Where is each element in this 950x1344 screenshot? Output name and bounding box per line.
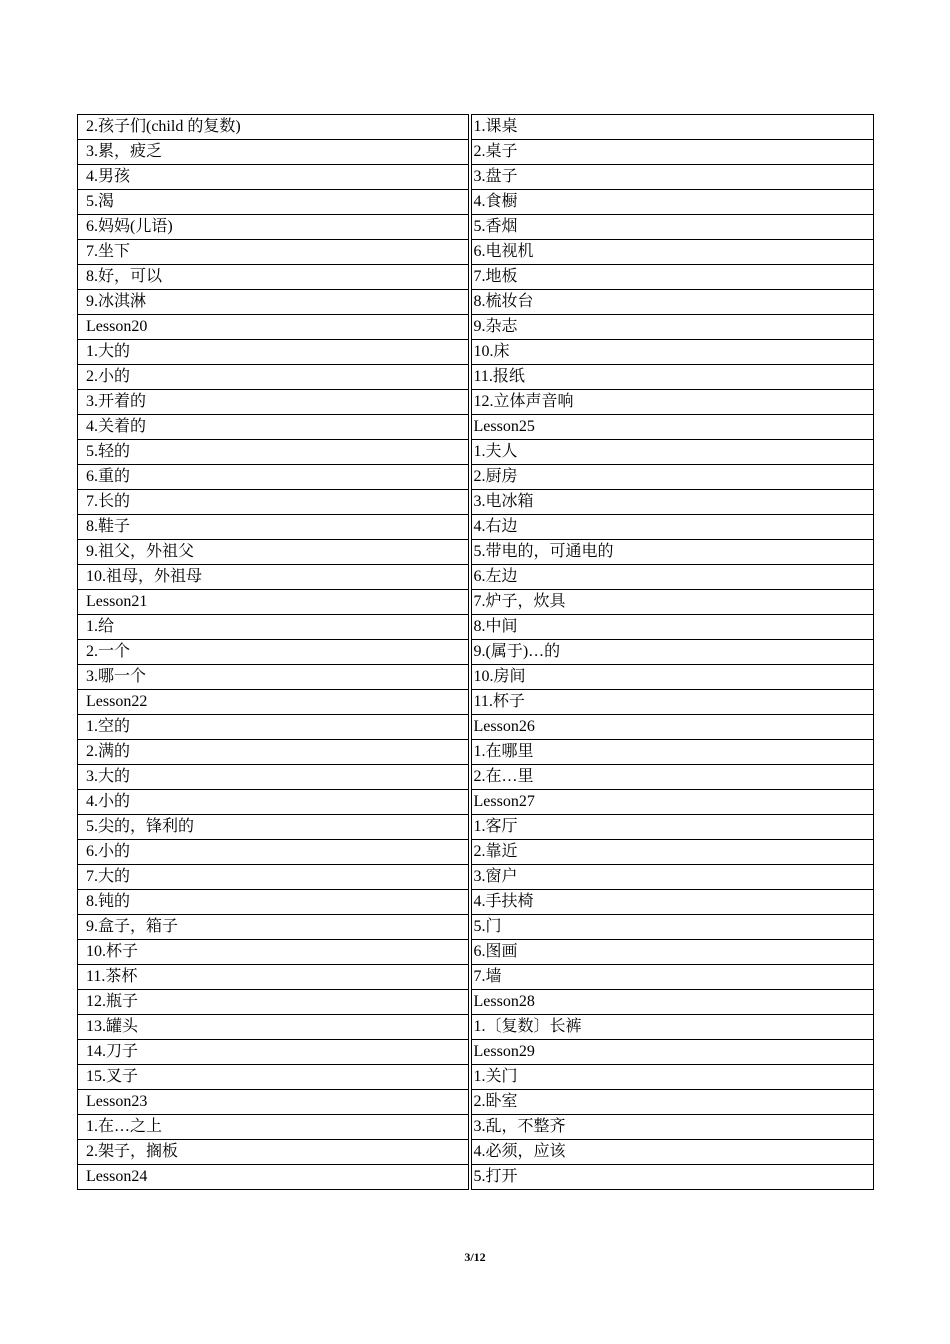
left-cell: 7.长的 [78, 490, 470, 515]
table-row [78, 465, 874, 490]
table-row [78, 865, 874, 890]
table-row [78, 140, 874, 165]
table-row [78, 940, 874, 965]
table-row [78, 990, 874, 1015]
table-row [78, 265, 874, 290]
left-cell: 2.孩子们(child 的复数) [78, 115, 470, 140]
right-cell: 1.课桌 [470, 115, 874, 140]
right-cell: 7.墙 [470, 965, 874, 990]
table-row [78, 715, 874, 740]
table-row [78, 290, 874, 315]
left-cell: 8.鞋子 [78, 515, 470, 540]
right-cell: 8.梳妆台 [470, 290, 874, 315]
left-cell: 7.大的 [78, 865, 470, 890]
table-row [78, 1090, 874, 1115]
right-cell: 7.炉子，炊具 [470, 590, 874, 615]
left-cell: Lesson20 [78, 315, 470, 340]
left-cell: 5.渴 [78, 190, 470, 215]
left-cell: 3.大的 [78, 765, 470, 790]
right-cell: Lesson27 [470, 790, 874, 815]
table-row [78, 890, 874, 915]
left-cell: 13.罐头 [78, 1015, 470, 1040]
left-cell: 14.刀子 [78, 1040, 470, 1065]
table-row [78, 340, 874, 365]
right-cell: 10.房间 [470, 665, 874, 690]
table-row [78, 1115, 874, 1140]
left-cell: 6.重的 [78, 465, 470, 490]
right-cell: 3.窗户 [470, 865, 874, 890]
table-row [78, 1165, 874, 1190]
table-row [78, 190, 874, 215]
right-cell: 1.关门 [470, 1065, 874, 1090]
right-cell: Lesson26 [470, 715, 874, 740]
right-cell: 3.盘子 [470, 165, 874, 190]
table-row [78, 840, 874, 865]
left-cell: 2.小的 [78, 365, 470, 390]
table-row [78, 240, 874, 265]
table-row [78, 915, 874, 940]
vocabulary-table [77, 114, 874, 1190]
left-cell: 9.盒子，箱子 [78, 915, 470, 940]
left-cell: 4.男孩 [78, 165, 470, 190]
table-row [78, 390, 874, 415]
table-row [78, 1065, 874, 1090]
left-cell: 4.小的 [78, 790, 470, 815]
right-cell: 4.食橱 [470, 190, 874, 215]
table-row [78, 1140, 874, 1165]
left-cell: 12.瓶子 [78, 990, 470, 1015]
table-row [78, 640, 874, 665]
left-cell: 2.满的 [78, 740, 470, 765]
right-cell: 2.卧室 [470, 1090, 874, 1115]
left-cell: 8.好，可以 [78, 265, 470, 290]
right-cell: 8.中间 [470, 615, 874, 640]
table-row [78, 965, 874, 990]
right-cell: 6.左边 [470, 565, 874, 590]
right-cell: 6.电视机 [470, 240, 874, 265]
right-cell: 3.乱，不整齐 [470, 1115, 874, 1140]
left-cell: 1.给 [78, 615, 470, 640]
table-row [78, 590, 874, 615]
vocabulary-table-body [78, 115, 874, 1190]
table-row [78, 415, 874, 440]
left-cell: Lesson23 [78, 1090, 470, 1115]
table-row [78, 365, 874, 390]
page-number: 3/12 [464, 1250, 486, 1264]
right-cell: 2.靠近 [470, 840, 874, 865]
left-cell: 5.尖的，锋利的 [78, 815, 470, 840]
left-cell: 2.架子，搁板 [78, 1140, 470, 1165]
left-cell: 9.冰淇淋 [78, 290, 470, 315]
right-cell: 9.杂志 [470, 315, 874, 340]
right-cell: Lesson28 [470, 990, 874, 1015]
right-cell: 5.打开 [470, 1165, 874, 1190]
right-cell: 2.在…里 [470, 765, 874, 790]
table-row [78, 165, 874, 190]
right-cell: 4.右边 [470, 515, 874, 540]
left-cell: 7.坐下 [78, 240, 470, 265]
right-cell: 11.杯子 [470, 690, 874, 715]
right-cell: 1.〔复数〕长裤 [470, 1015, 874, 1040]
table-row [78, 1040, 874, 1065]
right-cell: 5.带电的，可通电的 [470, 540, 874, 565]
table-row [78, 615, 874, 640]
left-cell: 3.哪一个 [78, 665, 470, 690]
right-cell: 3.电冰箱 [470, 490, 874, 515]
table-row [78, 815, 874, 840]
left-cell: 6.妈妈(儿语) [78, 215, 470, 240]
left-cell: 1.大的 [78, 340, 470, 365]
left-cell: 1.空的 [78, 715, 470, 740]
table-row [78, 540, 874, 565]
table-row [78, 565, 874, 590]
left-cell: Lesson24 [78, 1165, 470, 1190]
left-cell: 3.累，疲乏 [78, 140, 470, 165]
table-row [78, 440, 874, 465]
right-cell: 12.立体声音响 [470, 390, 874, 415]
left-cell: Lesson21 [78, 590, 470, 615]
table-row [78, 790, 874, 815]
right-cell: 4.手扶椅 [470, 890, 874, 915]
right-cell: 4.必须，应该 [470, 1140, 874, 1165]
left-cell: Lesson22 [78, 690, 470, 715]
right-cell: Lesson29 [470, 1040, 874, 1065]
table-row [78, 490, 874, 515]
left-cell: 15.叉子 [78, 1065, 470, 1090]
right-cell: 10.床 [470, 340, 874, 365]
left-cell: 6.小的 [78, 840, 470, 865]
table-row [78, 215, 874, 240]
table-row [78, 515, 874, 540]
right-cell: 7.地板 [470, 265, 874, 290]
right-cell: 5.门 [470, 915, 874, 940]
right-cell: 2.桌子 [470, 140, 874, 165]
left-cell: 9.祖父，外祖父 [78, 540, 470, 565]
table-row [78, 115, 874, 140]
left-cell: 5.轻的 [78, 440, 470, 465]
left-cell: 3.开着的 [78, 390, 470, 415]
right-cell: 6.图画 [470, 940, 874, 965]
right-cell: Lesson25 [470, 415, 874, 440]
right-cell: 9.(属于)…的 [470, 640, 874, 665]
right-cell: 1.客厅 [470, 815, 874, 840]
right-cell: 1.夫人 [470, 440, 874, 465]
left-cell: 1.在…之上 [78, 1115, 470, 1140]
right-cell: 5.香烟 [470, 215, 874, 240]
left-cell: 10.杯子 [78, 940, 470, 965]
table-row [78, 690, 874, 715]
table-row [78, 665, 874, 690]
table-row [78, 315, 874, 340]
right-cell: 11.报纸 [470, 365, 874, 390]
right-cell: 1.在哪里 [470, 740, 874, 765]
table-row [78, 765, 874, 790]
left-cell: 4.关着的 [78, 415, 470, 440]
left-cell: 2.一个 [78, 640, 470, 665]
left-cell: 8.钝的 [78, 890, 470, 915]
right-cell: 2.厨房 [470, 465, 874, 490]
left-cell: 10.祖母，外祖母 [78, 565, 470, 590]
table-row [78, 1015, 874, 1040]
table-row [78, 740, 874, 765]
left-cell: 11.茶杯 [78, 965, 470, 990]
